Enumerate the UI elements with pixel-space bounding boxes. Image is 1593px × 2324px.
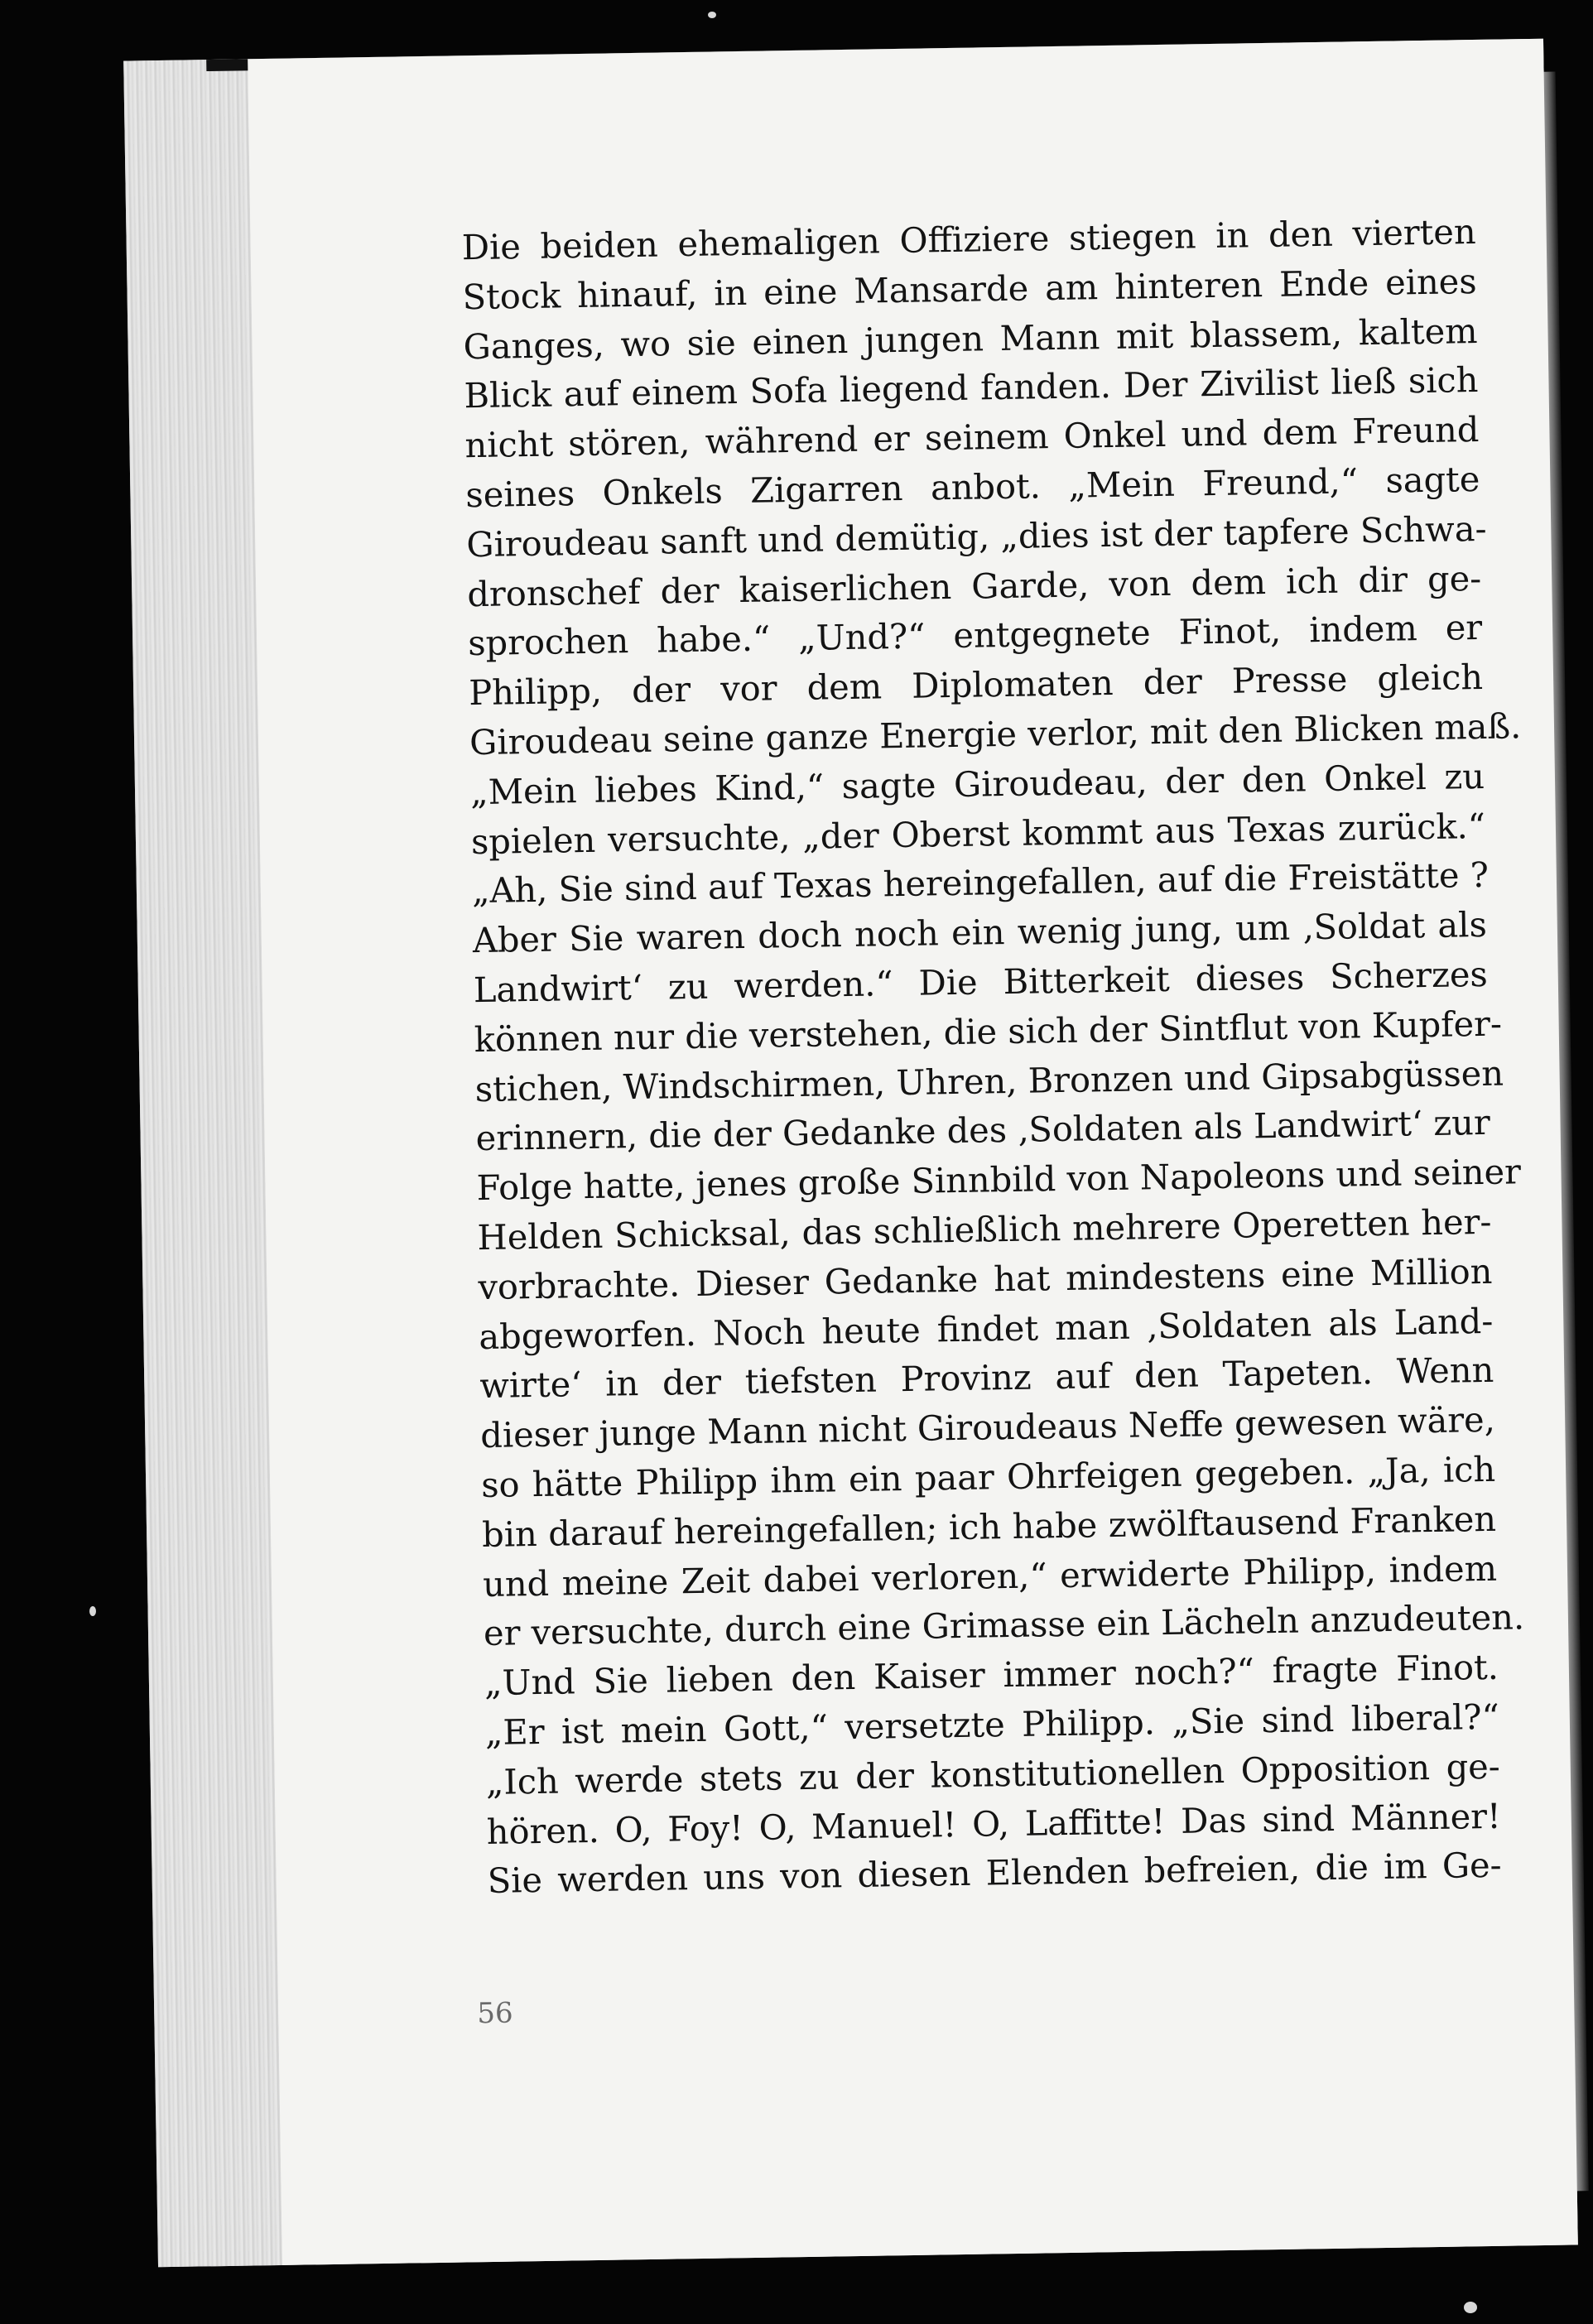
text-line: Helden Schicksal, das schließlich mehrere Operetten her- [477,1200,1492,1258]
text-line: Aber Sie waren doch noch ein wenig jung, um ‚Soldat als [472,904,1488,961]
text-line: „Und Sie lieben den Kaiser immer noch?“ fragte Finot. [484,1646,1499,1704]
scan-artifact [89,1606,96,1616]
text-line: Ganges, wo sie einen jungen Mann mit blassem, kaltem [463,310,1478,367]
text-line: Philipp, der vor dem Diplomaten der Presse gleich [468,657,1484,714]
text-line: vorbrachte. Dieser Gedanke hat mindestens eine Million [478,1250,1493,1307]
text-line: bin darauf hereingefallen; ich habe zwölftausend Franken [481,1498,1497,1555]
text-line: seines Onkels Zigarren anbot. „Mein Freund,“ sagte [465,458,1480,516]
text-line: Sie werden uns von diesen Elenden befreien, die im Ge- [487,1845,1502,1902]
text-line: können nur die verstehen, die sich der Sintflut von Kupfer- [474,1003,1503,1060]
text-line: Folge hatte, jenes große Sinnbild von Napoleons und seiner [476,1151,1522,1209]
text-line: Giroudeau seine ganze Energie verlor, mit den Blicken maß. [469,705,1522,763]
text-line: sprochen habe.“ „Und?“ entgegnete Finot, indem er [467,607,1483,664]
text-line: abgeworfen. Noch heute findet man ‚Soldaten als Land- [479,1300,1494,1357]
text-line: er versuchte, durch eine Grimasse ein Lächeln anzudeuten. [483,1596,1525,1654]
page-number: 56 [476,1996,513,2031]
text-line: und meine Zeit dabei verloren,“ erwiderte Philipp, indem [482,1547,1498,1605]
scan-artifact [1464,2302,1477,2313]
text-line: „Er ist mein Gott,“ versetzte Philipp. „Sie sind liberal?“ [484,1696,1500,1753]
text-line: stichen, Windschirmen, Uhren, Bronzen und Gipsabgüssen [474,1052,1504,1109]
text-line: Die beiden ehemaligen Offiziere stiegen in den vierten [461,211,1476,268]
text-line: wirte‘ in der tiefsten Provinz auf den Tapeten. Wenn [479,1350,1494,1407]
text-line: „Mein liebes Kind,“ sagte Giroudeau, der den Onkel zu [469,755,1485,812]
text-line: hören. O, Foy! O, Manuel! O, Laffitte! Das sind Männer! [486,1795,1502,1852]
text-line: Stock hinauf, in eine Mansarde am hinteren Ende eines [462,260,1477,318]
scan-artifact [708,12,716,18]
text-line: erinnern, die der Gedanke des ‚Soldaten als Landwirt‘ zur [475,1102,1491,1159]
text-line: so hätte Philipp ihm ein paar Ohrfeigen gegeben. „Ja, ich [480,1448,1496,1505]
text-line: dronschef der kaiserlichen Garde, von dem ich dir ge- [466,557,1482,614]
body-text [461,207,1525,1906]
text-line: dieser junge Mann nicht Giroudeaus Neffe gewesen wäre, [479,1398,1496,1456]
text-line: nicht stören, während er seinem Onkel und dem Freund [464,409,1480,466]
text-line: „Ich werde stets zu der konstitutionellen Opposition ge- [485,1745,1501,1802]
text-line: Landwirt‘ zu werden.“ Die Bitterkeit dieses Scherzes [473,953,1489,1011]
text-line: spielen versuchte, „der Oberst kommt aus Texas zurück.“ [470,805,1486,862]
text-line: Giroudeau sanft und demütig, „dies ist der tapfere Schwa- [466,508,1487,565]
book-page [123,39,1578,2268]
text-line: Blick auf einem Sofa liegend fanden. Der Zivilist ließ sich [464,359,1479,416]
text-line: „Ah, Sie sind auf Texas hereingefallen, auf die Freistätte ? [471,854,1490,912]
